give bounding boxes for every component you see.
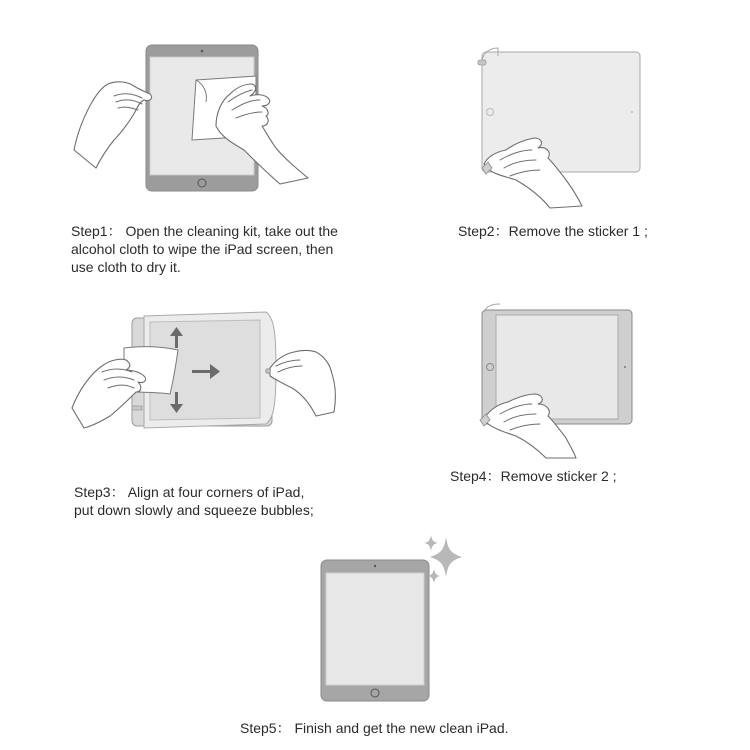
step1-caption: [71, 222, 338, 276]
step4-illustration: [470, 300, 650, 460]
step4-line1: Step4：Remove sticker 2 ;: [450, 468, 617, 484]
sparkle-icon: [424, 535, 462, 583]
step5-illustration: [318, 535, 468, 705]
step2-illustration: [470, 40, 650, 210]
step4-caption: [450, 467, 617, 485]
step2-caption: [458, 222, 648, 240]
right-hand: [270, 351, 335, 417]
step3-line2: put down slowly and squeeze bubbles;: [74, 502, 314, 518]
left-hand: [74, 82, 152, 168]
step1-line2: alcohol cloth to wipe the iPad screen, then: [71, 241, 334, 257]
step5-caption: [240, 719, 509, 737]
step1-line1: Step1： Open the cleaning kit, take out the: [71, 223, 338, 239]
step1-illustration: [70, 40, 330, 200]
step1-line3: use cloth to dry it.: [71, 259, 181, 275]
step3-illustration: [70, 308, 340, 438]
step5-line1: Step5： Finish and get the new clean iPad.: [240, 720, 509, 736]
step2-line1: Step2：Remove the sticker 1 ;: [458, 223, 648, 239]
ipad-screen: [326, 573, 424, 685]
step3-caption: [74, 483, 314, 519]
step3-line1: Step3： Align at four corners of iPad,: [74, 484, 305, 500]
